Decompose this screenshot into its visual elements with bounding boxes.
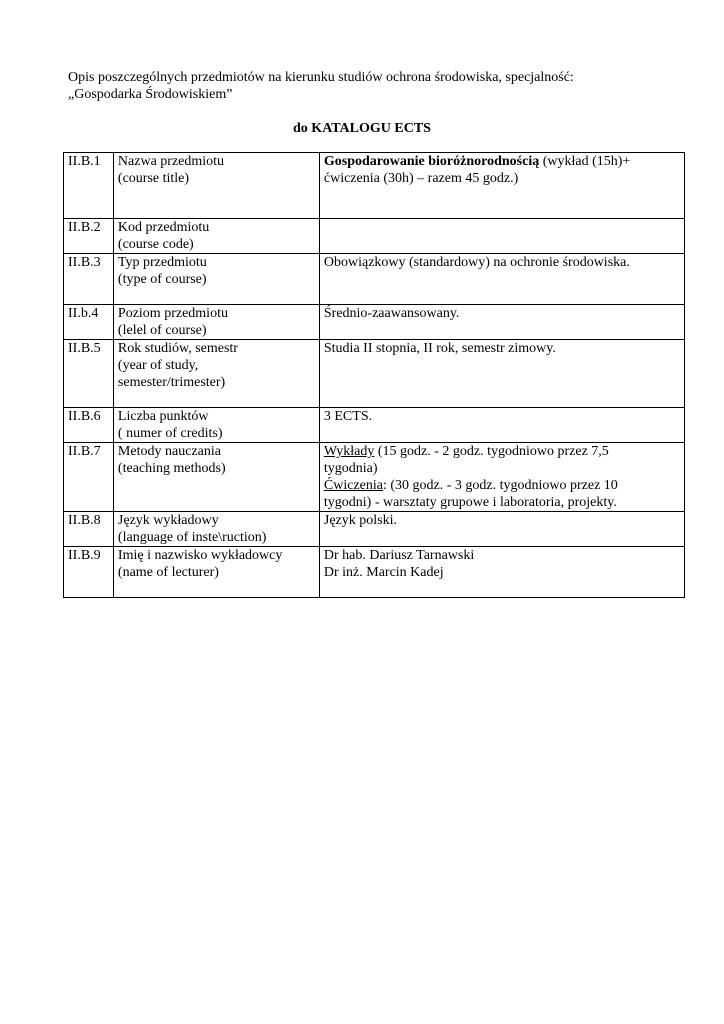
table-row — [64, 153, 685, 219]
row-label — [113, 340, 319, 408]
label-en: (teaching methods) — [117, 461, 226, 476]
row-value: Średnio-zaawansowany. — [319, 305, 684, 340]
table-row — [64, 443, 685, 512]
exercise-label: Ćwiczenia — [323, 478, 383, 493]
course-title: Gospodarowanie bioróżnorodnością — [323, 154, 540, 169]
label-pl: Język wykładowy — [117, 513, 219, 528]
label-pl: Rok studiów, semestr — [117, 341, 238, 356]
label-en: (name of lecturer) — [117, 565, 219, 580]
row-label — [113, 408, 319, 443]
label-en: (type of course) — [117, 272, 207, 287]
lecture-line-2: tygodnia) — [323, 461, 378, 476]
label-pl: Imię i nazwisko wykładowcy — [117, 548, 283, 563]
label-pl: Metody nauczania — [117, 444, 221, 459]
row-value: Obowiązkowy (standardowy) na ochronie środowiska. — [319, 254, 684, 305]
row-code: II.B.9 — [64, 547, 114, 598]
row-value: Język polski. — [319, 512, 684, 547]
intro-paragraph — [68, 69, 688, 103]
label-en-1: (year of study, — [117, 358, 199, 373]
row-code: II.B.5 — [64, 340, 114, 408]
lecture-label: Wykłady — [323, 444, 375, 459]
exercise-text: : (30 godz. - 3 godz. tygodniowo przez 10 — [382, 478, 618, 493]
table-row — [64, 512, 685, 547]
page-heading: do KATALOGU ECTS — [293, 121, 431, 136]
label-pl: Typ przedmiotu — [117, 255, 207, 270]
lecturer-2: Dr inż. Marcin Kadej — [323, 565, 444, 580]
exercise-line-2: tygodni) - warsztaty grupowe i laboratoria, projekty. — [323, 495, 617, 510]
table-row — [64, 340, 685, 408]
table-row — [64, 305, 685, 340]
row-code: II.b.4 — [64, 305, 114, 340]
row-value: Studia II stopnia, II rok, semestr zimowy. — [319, 340, 684, 408]
row-label — [113, 153, 319, 219]
row-label — [113, 254, 319, 305]
label-en-2: semester/trimester) — [117, 375, 226, 390]
row-code: II.B.8 — [64, 512, 114, 547]
ects-catalog-table — [63, 152, 685, 598]
label-pl: Nazwa przedmiotu — [117, 154, 225, 169]
row-value — [319, 443, 684, 512]
course-title-detail: (wykład (15h)+ — [539, 154, 631, 169]
label-pl: Kod przedmiotu — [117, 220, 210, 235]
label-pl: Liczba punktów — [117, 409, 209, 424]
label-pl: Poziom przedmiotu — [117, 306, 228, 321]
row-code: II.B.6 — [64, 408, 114, 443]
label-en: (course code) — [117, 237, 194, 252]
row-code: II.B.1 — [64, 153, 114, 219]
row-code: II.B.2 — [64, 219, 114, 254]
label-en: ( numer of credits) — [117, 426, 223, 441]
row-code: II.B.3 — [64, 254, 114, 305]
table-row — [64, 254, 685, 305]
row-label — [113, 219, 319, 254]
label-en: (language of inste\ruction) — [117, 530, 267, 545]
intro-line-2: „Gospodarka Środowiskiem” — [68, 87, 233, 102]
row-label — [113, 547, 319, 598]
lecturer-1: Dr hab. Dariusz Tarnawski — [323, 548, 475, 563]
intro-line-1: Opis poszczególnych przedmiotów na kierunku studiów ochrona środowiska, specjalność: — [68, 70, 574, 85]
label-en: (lelel of course) — [117, 323, 207, 338]
lecture-line-1 — [324, 443, 680, 460]
label-en: (course title) — [117, 171, 190, 186]
row-value — [319, 547, 684, 598]
row-value — [319, 219, 684, 254]
value-line-2: ćwiczenia (30h) – razem 45 godz.) — [323, 171, 519, 186]
row-value: 3 ECTS. — [319, 408, 684, 443]
row-code: II.B.7 — [64, 443, 114, 512]
row-label — [113, 512, 319, 547]
row-label — [113, 305, 319, 340]
lecture-text: (15 godz. - 2 godz. tygodniowo przez 7,5 — [374, 444, 609, 459]
row-label — [113, 443, 319, 512]
row-value — [319, 153, 684, 219]
table-row — [64, 219, 685, 254]
value-line-1 — [324, 153, 680, 170]
exercise-line-1 — [324, 477, 680, 494]
table-row — [64, 547, 685, 598]
table-row — [64, 408, 685, 443]
